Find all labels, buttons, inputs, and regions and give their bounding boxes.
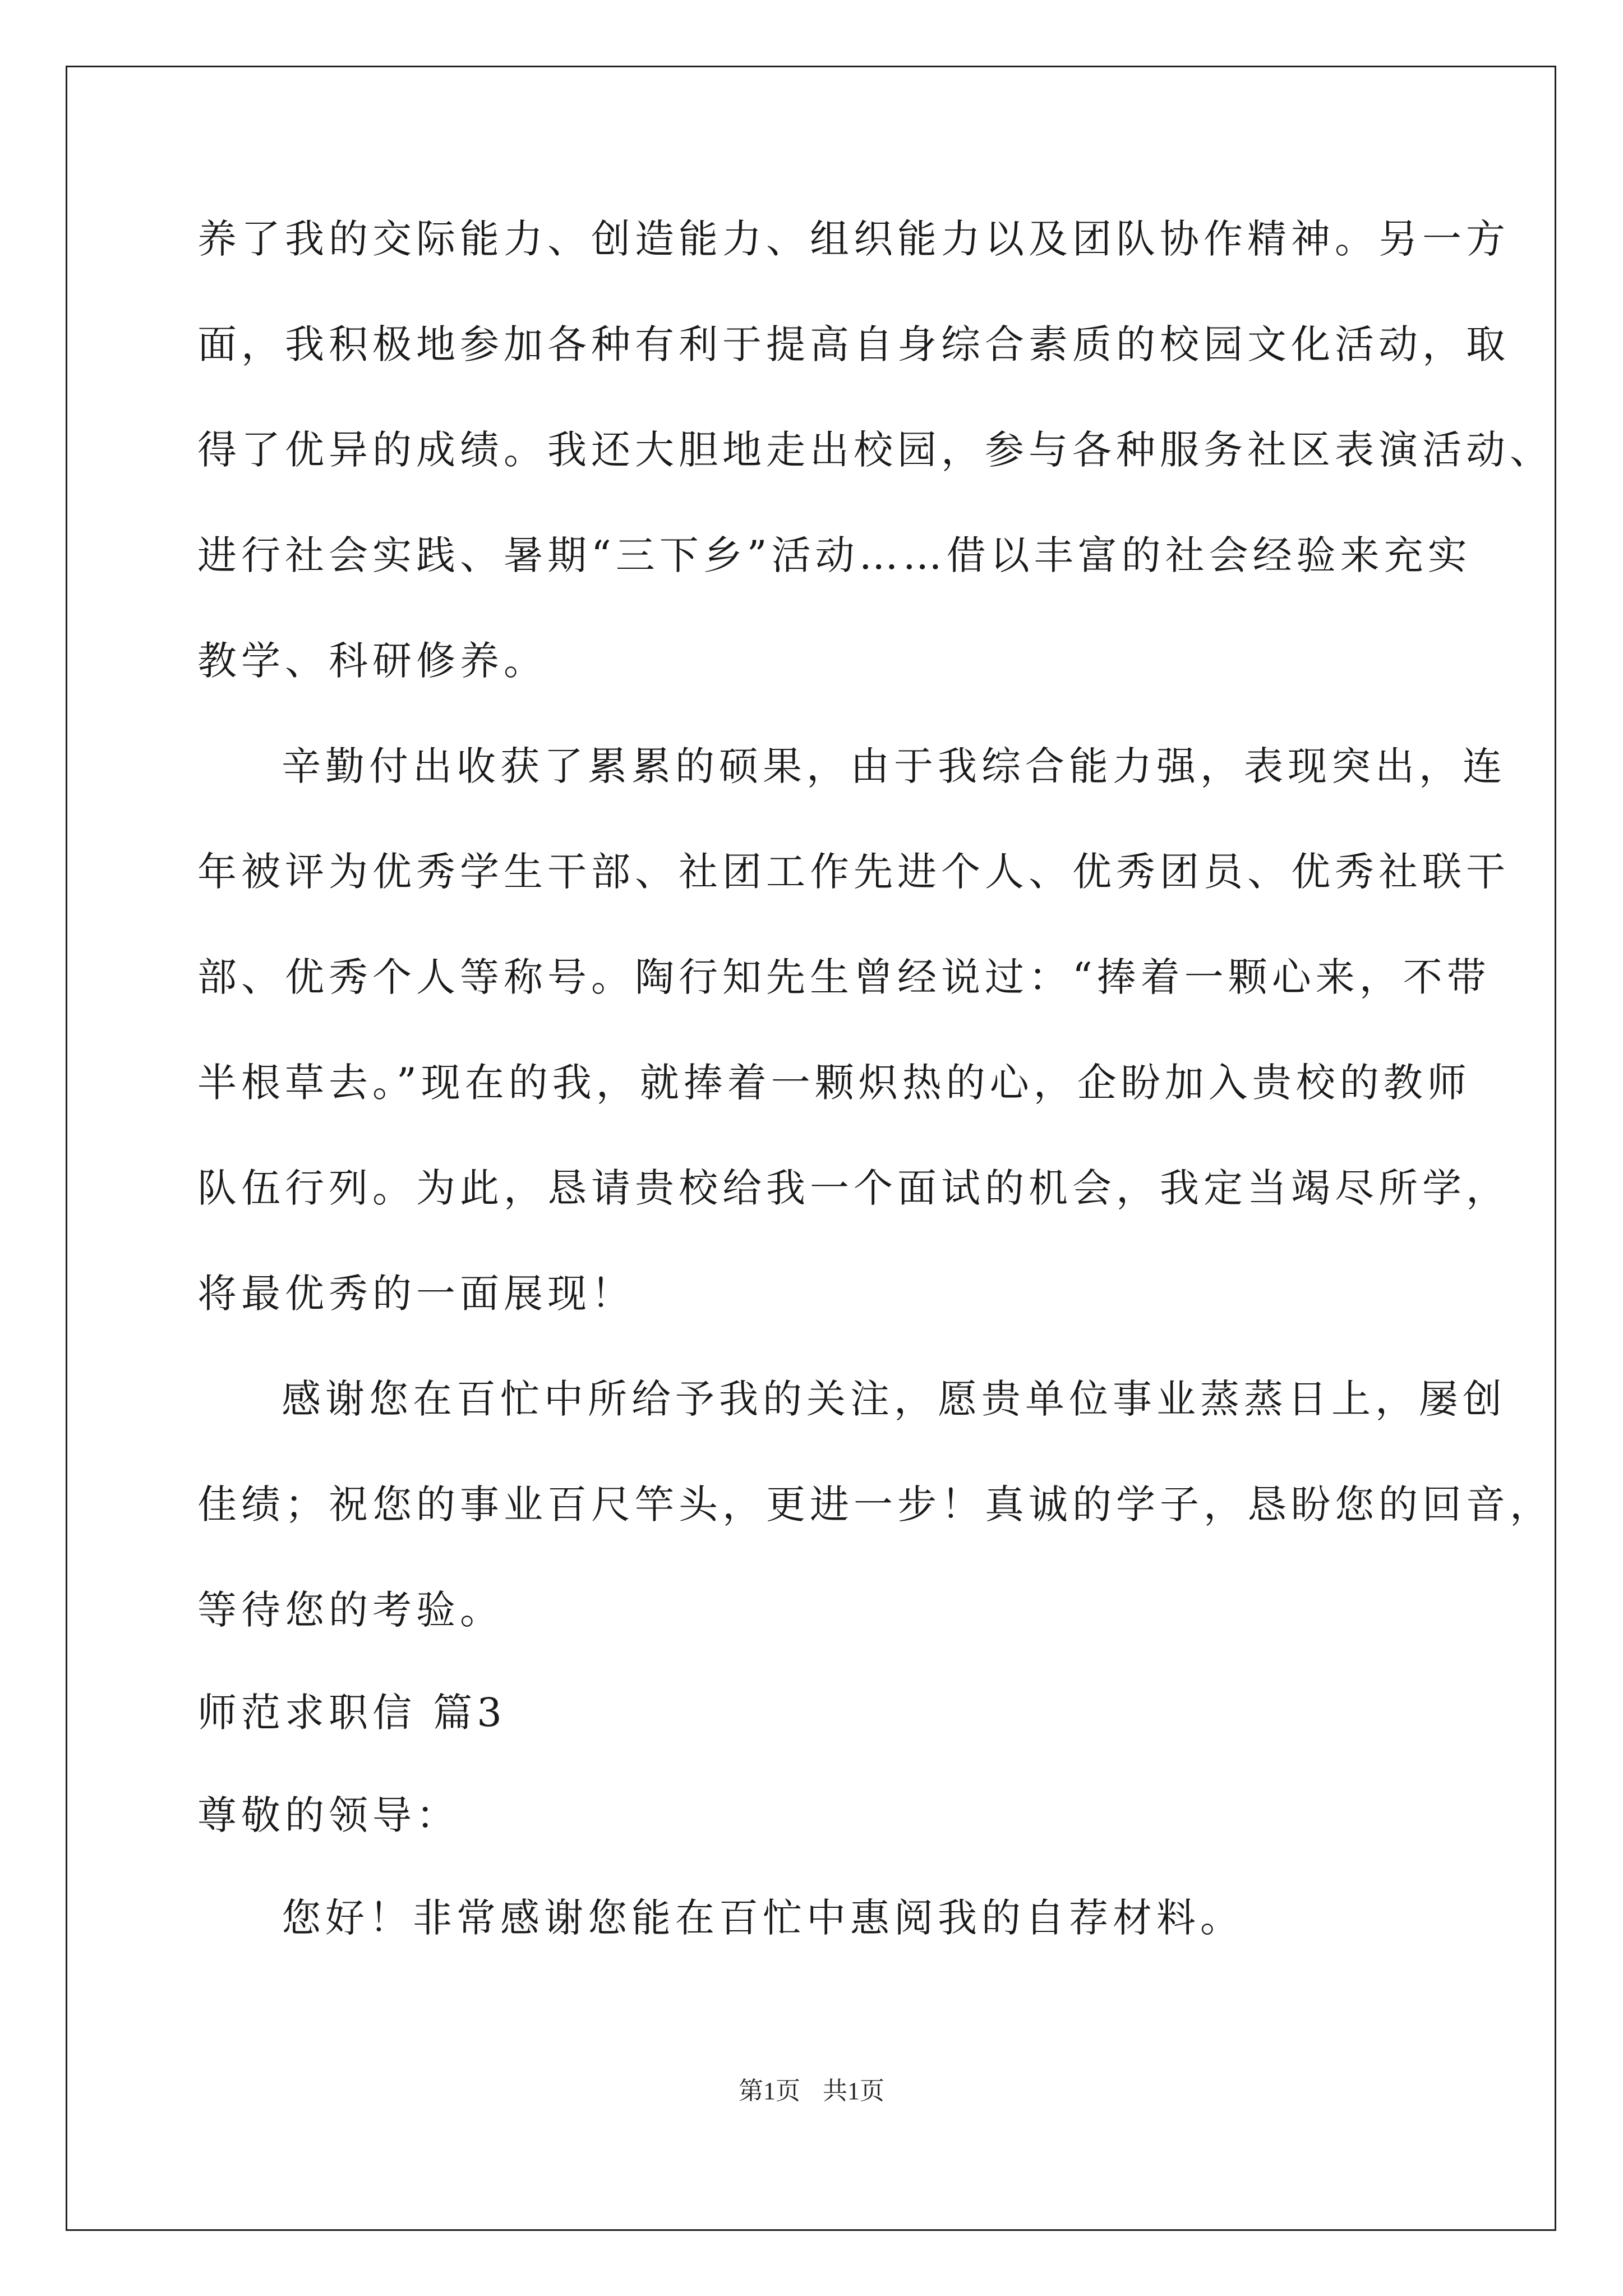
paragraph-line: 将最优秀的一面展现！ <box>197 1271 635 1317</box>
section-heading: 师范求职信 篇3 <box>197 1690 506 1736</box>
paragraph-line: 半根草去。”现在的我，就捧着一颗炽热的心，企盼加入贵校的教师 <box>197 1060 1471 1106</box>
paragraph-line: 佳绩；祝您的事业百尺竿头，更进一步！真诚的学子，恳盼您的回音， <box>197 1481 1553 1527</box>
paragraph-line: 养了我的交际能力、创造能力、组织能力以及团队协作精神。另一方 <box>197 216 1510 262</box>
paragraph-line: 您好！非常感谢您能在百忙中惠阅我的自荐材料。 <box>282 1895 1244 1941</box>
paragraph-line: 进行社会实践、暑期“三下乡”活动……借以丰富的社会经验来充实 <box>197 532 1472 578</box>
paragraph-line: 部、优秀个人等称号。陶行知先生曾经说过：“捧着一颗心来，不带 <box>197 954 1491 1000</box>
document-body <box>197 213 1553 1998</box>
page-number-current: 第1页 <box>739 2077 800 2105</box>
paragraph-line: 面，我积极地参加各种有利于提高自身综合素质的校园文化活动，取 <box>197 321 1510 367</box>
paragraph-line: 年被评为优秀学生干部、社团工作先进个人、优秀团员、优秀社联干 <box>197 849 1510 895</box>
paragraph-line: 队伍行列。为此，恳请贵校给我一个面试的机会，我定当竭尽所学， <box>197 1165 1510 1211</box>
salutation: 尊敬的领导： <box>197 1792 460 1838</box>
paragraph-line: 辛勤付出收获了累累的硕果，由于我综合能力强，表现突出，连 <box>282 743 1506 789</box>
page-footer <box>0 2074 1623 2108</box>
paragraph-line: 等待您的考验。 <box>197 1587 504 1633</box>
paragraph-line: 教学、科研修养。 <box>197 638 547 684</box>
paragraph-line: 得了优异的成绩。我还大胆地走出校园，参与各种服务社区表演活动、 <box>197 427 1553 473</box>
paragraph-line: 感谢您在百忙中所给予我的关注，愿贵单位事业蒸蒸日上，屡创 <box>282 1376 1506 1422</box>
page-number-total: 共1页 <box>823 2077 884 2105</box>
